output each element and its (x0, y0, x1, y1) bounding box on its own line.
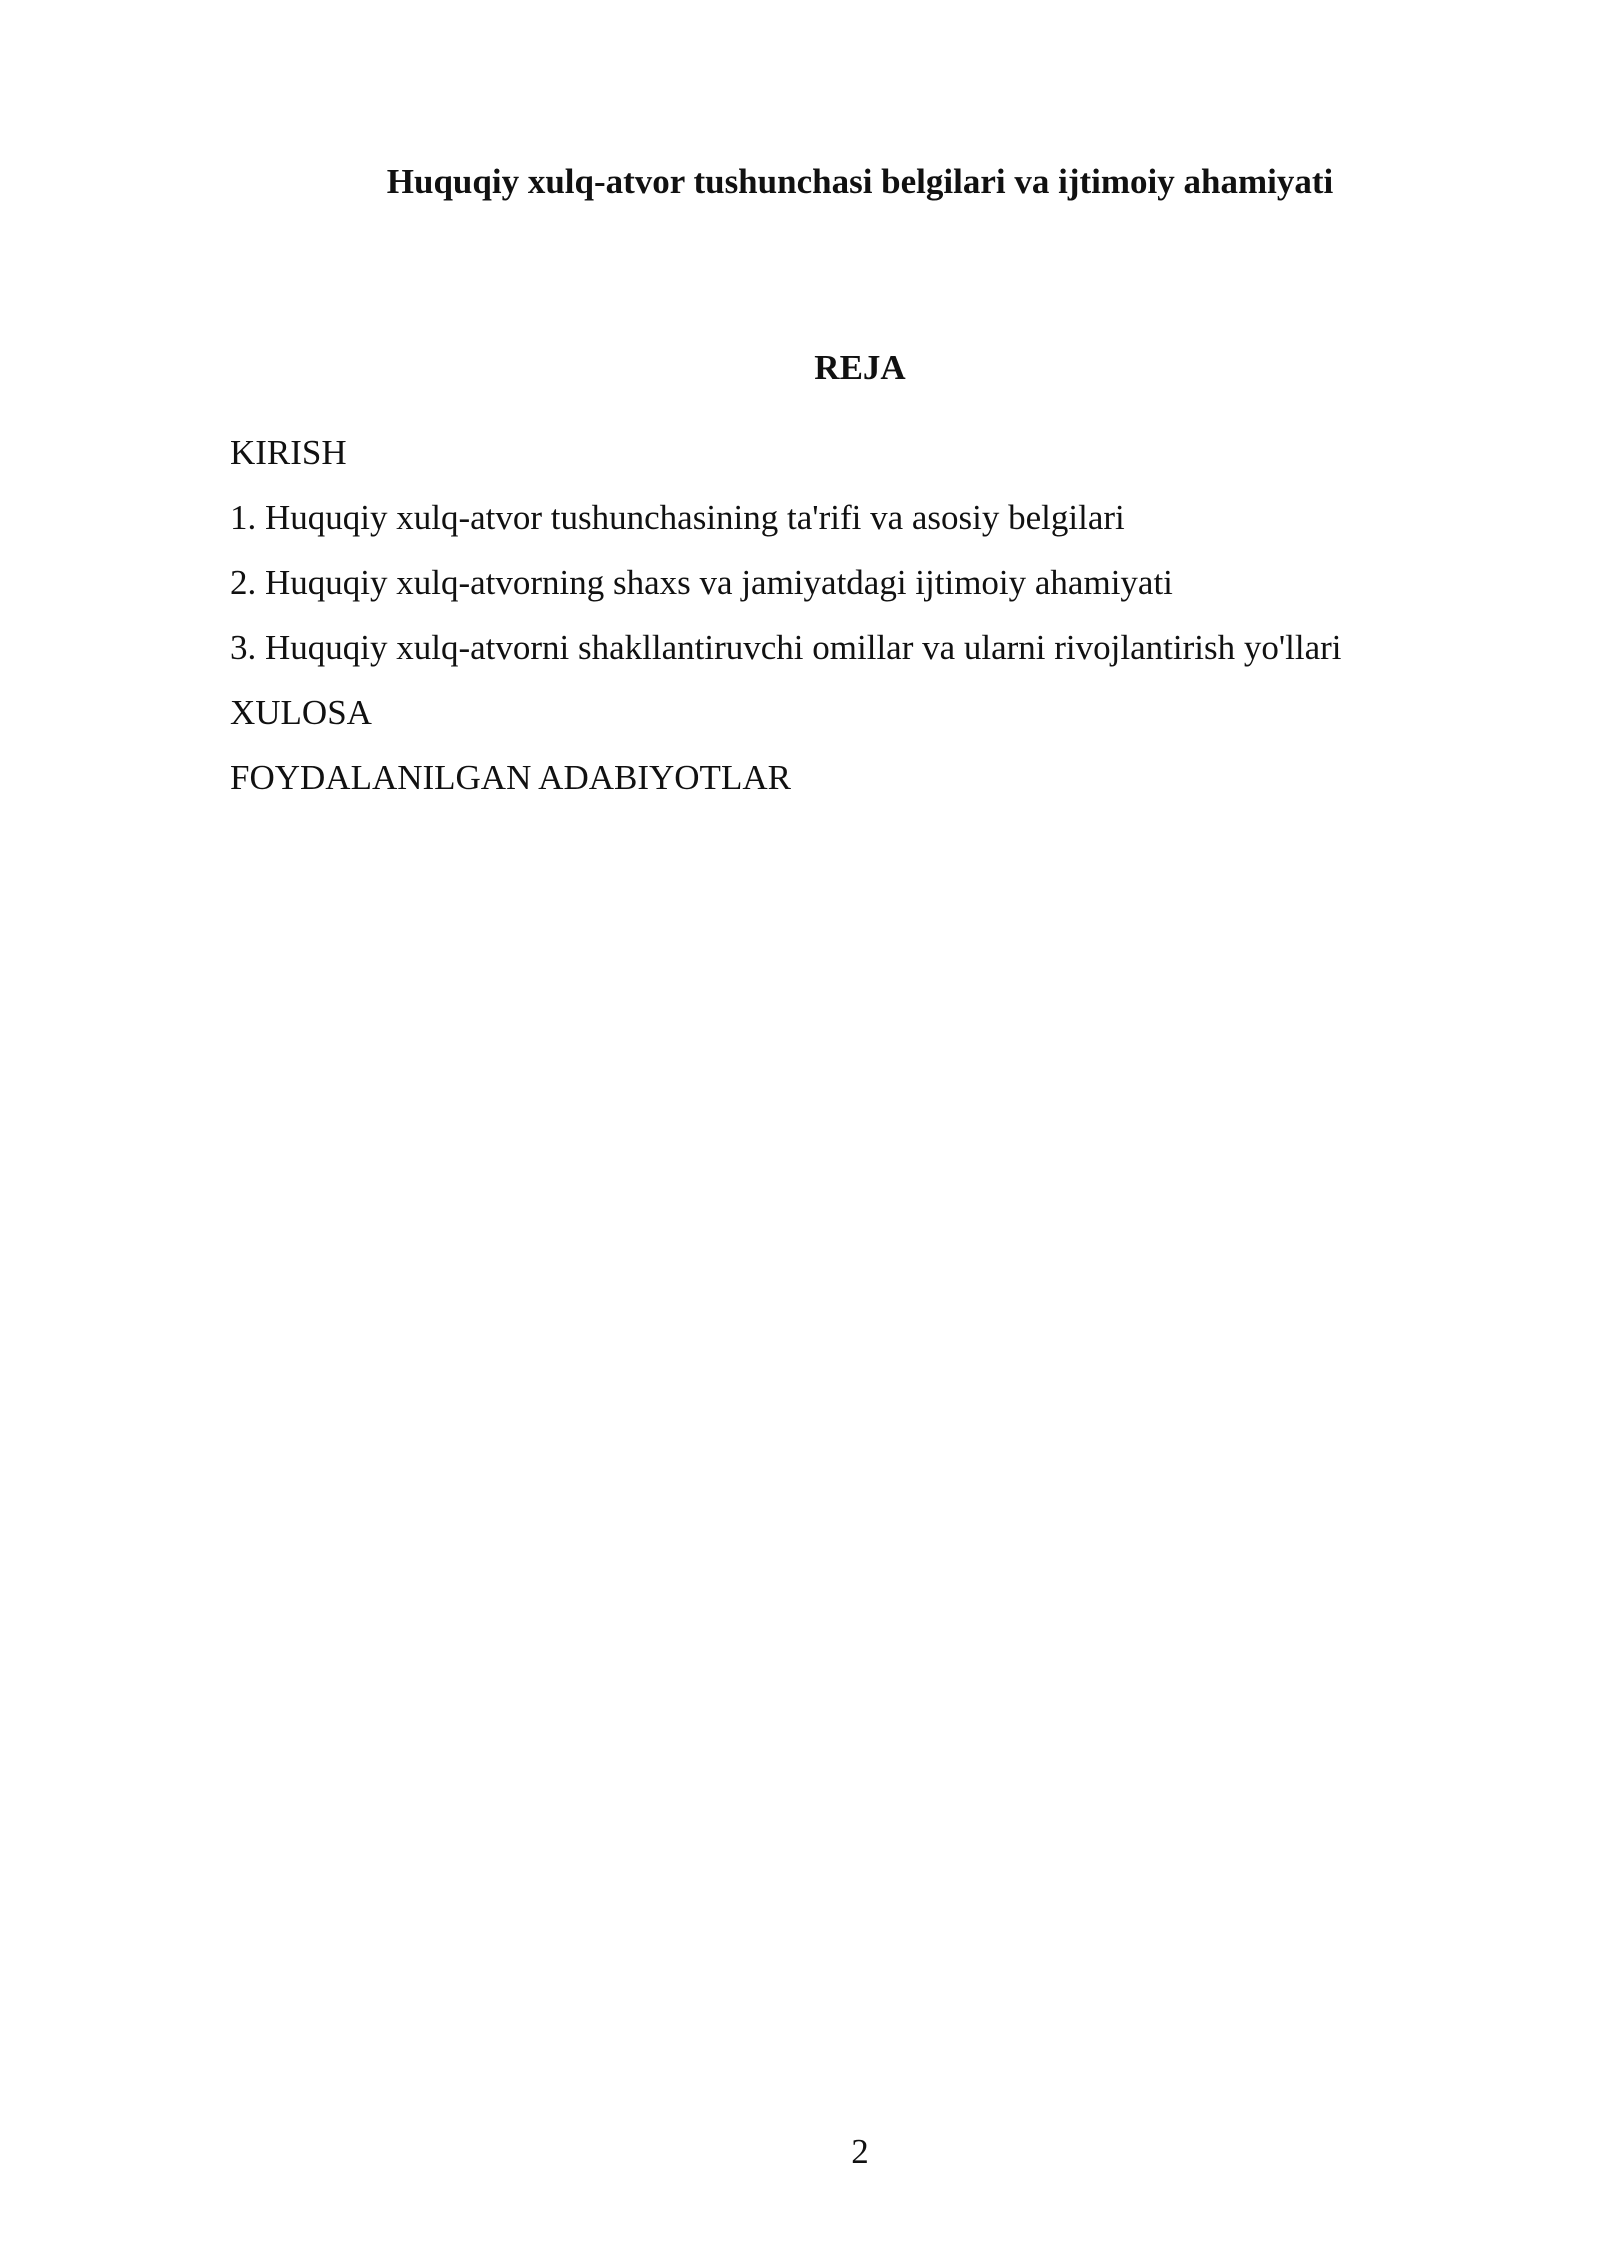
page-number: 2 (851, 2132, 869, 2171)
plan-heading: REJA (814, 348, 906, 387)
plan-item-3: 3. Huquqiy xulq-atvorni shakllantiruvchi omillar va ularni rivojlantirish yo'llari (230, 628, 1342, 667)
plan-list (230, 420, 1500, 810)
plan-item-introduction: KIRISH (230, 433, 347, 472)
plan-item-references: FOYDALANILGAN ADABIYOTLAR (230, 758, 791, 797)
plan-item-conclusion: XULOSA (230, 693, 372, 732)
document-title: Huquqiy xulq-atvor tushunchasi belgilari va ijtimoiy ahamiyati (386, 162, 1334, 201)
plan-item-1: 1. Huquqiy xulq-atvor tushunchasining ta'rifi va asosiy belgilari (230, 498, 1125, 537)
plan-item-2: 2. Huquqiy xulq-atvorning shaxs va jamiyatdagi ijtimoiy ahamiyati (230, 563, 1173, 602)
